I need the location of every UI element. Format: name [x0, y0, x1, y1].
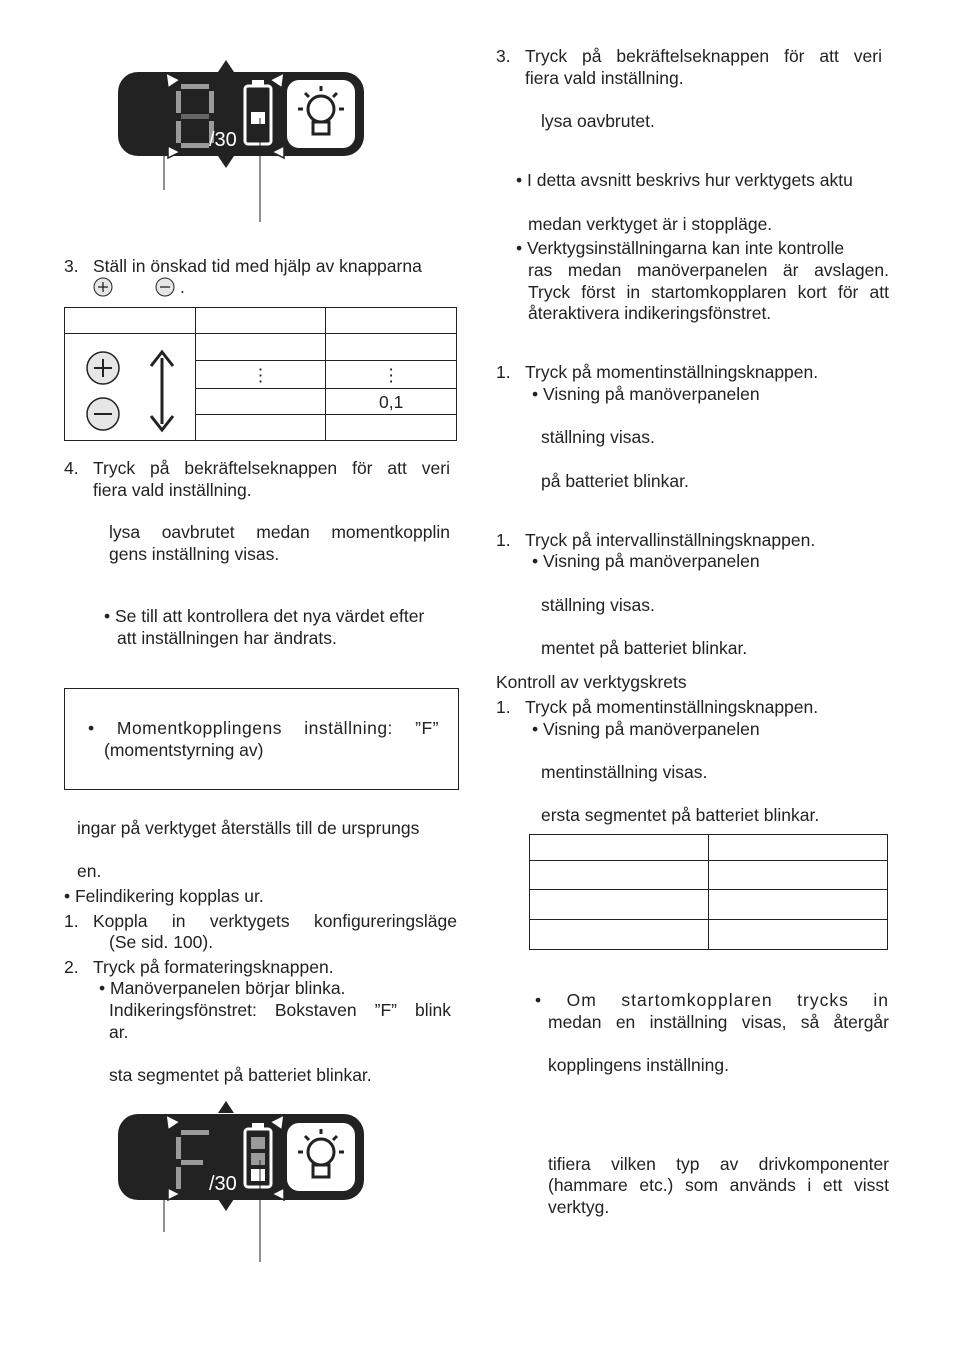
reset-step-1-line2: (Se sid. 100).	[109, 932, 214, 952]
reset-text-line1: ingar på verktyget återställs till de ursprungs	[77, 818, 420, 838]
note-line2: att inställningen har ändrats.	[117, 628, 337, 648]
circuit-step-bullet: • Visning på manöverpanelen	[532, 719, 760, 739]
step-3-number: 3.	[64, 256, 79, 276]
right-step-3-line3: lysa oavbrutet.	[541, 111, 655, 131]
interval-step-number: 1.	[496, 530, 511, 550]
table-cell: ⋮	[195, 361, 326, 389]
interval-step-line2: ställning visas.	[541, 595, 655, 615]
table-cell	[530, 861, 709, 890]
moment-step-number: 1.	[496, 362, 511, 382]
panel-bottom-max-label: /30	[209, 1173, 237, 1195]
warning-line3: kopplingens inställning.	[548, 1055, 729, 1075]
default-box-line2: (momentstyrning av)	[104, 740, 264, 760]
panel-body-bottom	[118, 1114, 364, 1200]
moment-step-line: Tryck på momentinställningsknappen.	[525, 362, 819, 382]
tool-text-line1: tifiera vilken typ av drivkomponenter	[548, 1154, 889, 1174]
reset-step-2-bullet2a: Indikeringsfönstret: Bokstaven ”F” blink	[109, 1000, 451, 1020]
step-4-text-line2: fiera vald inställning.	[93, 480, 252, 500]
reset-step-1-line1: Koppla in verktygets konfigureringsläge	[93, 911, 457, 931]
table-cell	[530, 890, 709, 920]
interval-step-bullet: • Visning på manöverpanelen	[532, 551, 760, 571]
tool-text-line3: verktyg.	[548, 1197, 610, 1217]
step-3-period: .	[180, 277, 185, 297]
reset-step-2-line1: Tryck på formateringsknappen.	[93, 957, 334, 977]
table-cell	[708, 920, 888, 950]
circuit-step-line: Tryck på momentinställningsknappen.	[525, 697, 819, 717]
panel-top-max-label: /30	[209, 129, 237, 151]
reset-step-2-bullet3: sta segmentet på batteriet blinkar.	[109, 1065, 372, 1085]
right-note-2a: • Verktygsinställningarna kan inte kontrolle	[516, 238, 845, 258]
reset-text-line2: en.	[77, 861, 102, 881]
right-step-3-line2: fiera vald inställning.	[525, 68, 684, 88]
warning-line2: medan en inställning visas, så återgår	[548, 1012, 889, 1032]
circuit-step-number: 1.	[496, 697, 511, 717]
step-4-text-line4: gens inställning visas.	[109, 544, 280, 564]
right-note-2d: återaktivera indikeringsfönstret.	[528, 303, 772, 323]
right-note-1b: medan verktyget är i stoppläge.	[528, 214, 773, 234]
table-cell: 0,1	[326, 389, 457, 415]
circuit-table	[529, 834, 888, 950]
note-line1: • Se till att kontrollera det nya värdet efter	[104, 606, 425, 626]
step-4-text-line3: lysa oavbrutet medan momentkopplin	[109, 522, 450, 542]
tool-text-line2: (hammare etc.) som används i ett visst	[548, 1175, 889, 1195]
default-box-line1: • Momentkopplingens inställning: ”F”	[88, 718, 439, 738]
right-step-3-line1: Tryck på bekräftelseknappen för att veri	[525, 46, 882, 66]
reset-step-1-number: 1.	[64, 911, 79, 931]
step-4-number: 4.	[64, 458, 79, 478]
circuit-heading: Kontroll av verktygskrets	[496, 672, 687, 692]
table-cell	[708, 861, 888, 890]
table-cell	[530, 920, 709, 950]
reset-step-2-bullet1: • Manöverpanelen börjar blinka.	[99, 978, 346, 998]
reset-bullet: • Felindikering kopplas ur.	[64, 886, 264, 906]
circuit-step-line2: mentinställning visas.	[541, 762, 708, 782]
table-cell	[708, 890, 888, 920]
circuit-step-line3: ersta segmentet på batteriet blinkar.	[541, 805, 820, 825]
arrow-marker-bottom-up-icon	[218, 1101, 234, 1113]
right-note-1: • I detta avsnitt beskrivs hur verktygets aktu	[516, 170, 853, 190]
reset-step-2-number: 2.	[64, 957, 79, 977]
table-cell: ⋮	[326, 361, 457, 389]
table-cell	[530, 835, 709, 861]
right-note-2b: ras medan manöverpanelen är avslagen.	[528, 260, 889, 280]
step-3-text: Ställ in önskad tid med hjälp av knapparna	[93, 256, 422, 276]
moment-step-line2: ställning visas.	[541, 427, 655, 447]
warning-line1: • Om startomkopplaren trycks in	[535, 990, 889, 1010]
right-step-3-number: 3.	[496, 46, 511, 66]
interval-step-line: Tryck på intervallinställningsknappen.	[525, 530, 816, 550]
right-note-2c: Tryck först in startomkopplaren kort för att	[528, 282, 889, 302]
interval-step-line3: mentet på batteriet blinkar.	[541, 638, 748, 658]
moment-step-bullet: • Visning på manöverpanelen	[532, 384, 760, 404]
step-4-text-line1: Tryck på bekräftelseknappen för att veri	[93, 458, 450, 478]
moment-step-line3: på batteriet blinkar.	[541, 471, 689, 491]
reset-step-2-bullet2b: ar.	[109, 1022, 129, 1042]
arrow-marker-bottom-down-icon	[218, 1199, 234, 1211]
table-cell	[708, 835, 888, 861]
